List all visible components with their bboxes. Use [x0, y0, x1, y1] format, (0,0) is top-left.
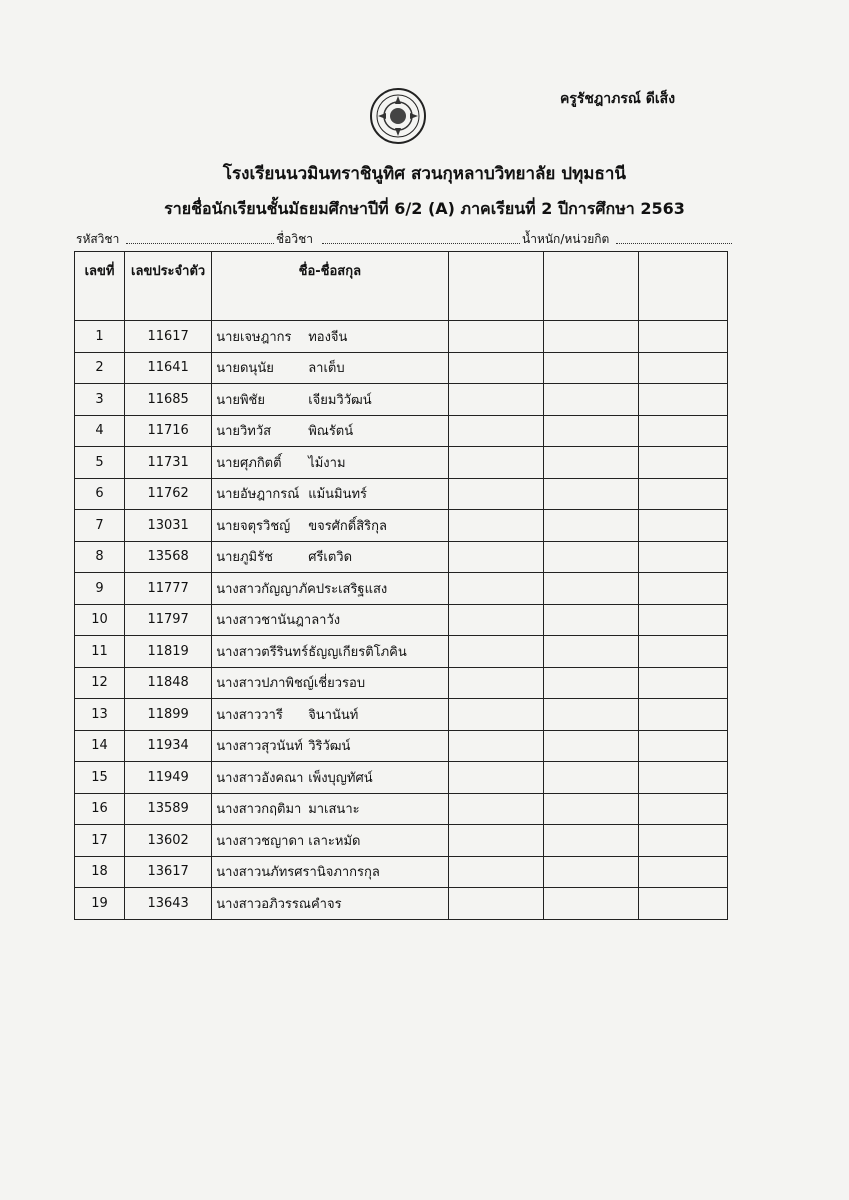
- table-row: [75, 793, 728, 825]
- subject-code-blank: [126, 230, 274, 244]
- row-blank-2: [543, 447, 638, 479]
- row-blank-3: [638, 667, 727, 699]
- row-blank-1: [448, 825, 543, 857]
- row-blank-2: [543, 321, 638, 353]
- header-blank-2: [543, 252, 638, 321]
- row-number: 15: [75, 762, 125, 794]
- row-last-name: ลาวัง: [311, 613, 341, 629]
- table-row: [75, 415, 728, 447]
- student-roster-table: [74, 251, 728, 920]
- row-blank-1: [448, 541, 543, 573]
- row-student-id: 11848: [125, 667, 212, 699]
- row-blank-3: [638, 825, 727, 857]
- row-full-name: [212, 510, 448, 542]
- row-last-name: เชี่ยวรอบ: [313, 676, 366, 692]
- row-student-id: 11797: [125, 604, 212, 636]
- row-student-id: 11777: [125, 573, 212, 605]
- row-blank-2: [543, 604, 638, 636]
- row-blank-3: [638, 447, 727, 479]
- row-blank-3: [638, 573, 727, 605]
- row-blank-2: [543, 636, 638, 668]
- row-first-name: นางสาวอภิวรรณ: [216, 896, 311, 912]
- row-last-name: ไม้งาม: [308, 455, 346, 471]
- row-first-name: นายพิชัย: [216, 392, 266, 408]
- row-full-name: [212, 384, 448, 416]
- row-blank-3: [638, 510, 727, 542]
- row-last-name: มาเสนาะ: [308, 802, 360, 818]
- row-number: 16: [75, 793, 125, 825]
- row-blank-2: [543, 667, 638, 699]
- row-first-name: นายศุภกิตติ์: [216, 455, 282, 471]
- row-last-name: วิริวัฒน์: [308, 739, 351, 755]
- row-blank-2: [543, 352, 638, 384]
- row-full-name: [212, 321, 448, 353]
- row-student-id: 11762: [125, 478, 212, 510]
- school-seal-icon: [368, 86, 428, 146]
- row-blank-3: [638, 604, 727, 636]
- subject-code-label: รหัสวิชา: [76, 232, 120, 246]
- row-full-name: [212, 856, 448, 888]
- table-row: [75, 447, 728, 479]
- credits-blank: [616, 230, 732, 244]
- table-row: [75, 510, 728, 542]
- table-row: [75, 541, 728, 573]
- row-number: 4: [75, 415, 125, 447]
- row-full-name: [212, 825, 448, 857]
- table-row: [75, 352, 728, 384]
- row-blank-3: [638, 415, 727, 447]
- row-last-name: เลาะหมัด: [308, 833, 361, 849]
- row-blank-3: [638, 699, 727, 731]
- row-student-id: 11819: [125, 636, 212, 668]
- row-blank-2: [543, 888, 638, 920]
- school-name: โรงเรียนนวมินทราชินูทิศ สวนกุหลาบวิทยาลัย ปทุมธานี: [222, 164, 627, 184]
- row-first-name: นางสาวตรีรินทร์: [216, 644, 309, 660]
- row-first-name: นางสาวอังคณา: [216, 770, 304, 786]
- row-blank-2: [543, 415, 638, 447]
- row-blank-1: [448, 415, 543, 447]
- row-blank-2: [543, 699, 638, 731]
- row-blank-1: [448, 888, 543, 920]
- row-last-name: แม้นมินทร์: [308, 487, 368, 503]
- table-row: [75, 573, 728, 605]
- row-first-name: นางสาวกฤติมา: [216, 802, 302, 818]
- row-student-id: 11641: [125, 352, 212, 384]
- class-title: รายชื่อนักเรียนชั้นมัธยมศึกษาปีที่ 6/2 (A) ภาคเรียนที่ 2 ปีการศึกษา 2563: [164, 199, 685, 218]
- table-row: [75, 478, 728, 510]
- row-blank-2: [543, 384, 638, 416]
- row-blank-3: [638, 321, 727, 353]
- row-blank-1: [448, 793, 543, 825]
- row-blank-3: [638, 352, 727, 384]
- table-row: [75, 730, 728, 762]
- row-blank-1: [448, 447, 543, 479]
- row-blank-1: [448, 352, 543, 384]
- row-last-name: พิณรัตน์: [308, 424, 354, 440]
- row-number: 17: [75, 825, 125, 857]
- row-number: 11: [75, 636, 125, 668]
- table-row: [75, 321, 728, 353]
- row-blank-1: [448, 604, 543, 636]
- row-blank-1: [448, 667, 543, 699]
- row-first-name: นางสาวสุวนันท์: [216, 739, 303, 755]
- row-first-name: นายอัษฎากรณ์: [216, 487, 300, 503]
- row-blank-1: [448, 856, 543, 888]
- row-number: 5: [75, 447, 125, 479]
- row-student-id: 13589: [125, 793, 212, 825]
- row-last-name: เจียมวิวัฒน์: [308, 392, 372, 408]
- row-blank-2: [543, 478, 638, 510]
- row-last-name: ประเสริฐแสง: [315, 581, 388, 597]
- row-full-name: [212, 478, 448, 510]
- row-first-name: นางสาววารี: [216, 707, 283, 723]
- row-blank-3: [638, 762, 727, 794]
- row-blank-2: [543, 730, 638, 762]
- row-blank-3: [638, 888, 727, 920]
- row-first-name: นางสาวชานันฎา: [216, 613, 312, 629]
- row-blank-1: [448, 321, 543, 353]
- row-blank-3: [638, 541, 727, 573]
- row-number: 12: [75, 667, 125, 699]
- row-first-name: นายจตุรวิชญ์: [216, 518, 291, 534]
- row-student-id: 13568: [125, 541, 212, 573]
- table-row: [75, 856, 728, 888]
- row-number: 6: [75, 478, 125, 510]
- subject-fields: [76, 230, 736, 248]
- row-number: 9: [75, 573, 125, 605]
- table-row: [75, 888, 728, 920]
- row-number: 7: [75, 510, 125, 542]
- row-number: 14: [75, 730, 125, 762]
- row-full-name: [212, 541, 448, 573]
- table-row: [75, 604, 728, 636]
- row-blank-2: [543, 856, 638, 888]
- row-student-id: 11731: [125, 447, 212, 479]
- row-blank-3: [638, 730, 727, 762]
- row-blank-3: [638, 478, 727, 510]
- row-number: 8: [75, 541, 125, 573]
- row-first-name: นายดนุนัย: [216, 361, 274, 377]
- row-blank-3: [638, 856, 727, 888]
- row-full-name: [212, 573, 448, 605]
- row-last-name: นิจภากรกุล: [316, 865, 380, 881]
- table-row: [75, 825, 728, 857]
- row-blank-1: [448, 762, 543, 794]
- table-header-row: [75, 252, 728, 321]
- teacher-name: ครูรัชฎาภรณ์ ดีเส็ง: [560, 91, 676, 107]
- row-student-id: 11716: [125, 415, 212, 447]
- row-student-id: 13602: [125, 825, 212, 857]
- row-full-name: [212, 604, 448, 636]
- row-last-name: คำจร: [310, 896, 342, 912]
- subject-name-blank: [322, 230, 520, 244]
- row-blank-2: [543, 825, 638, 857]
- row-blank-2: [543, 762, 638, 794]
- row-full-name: [212, 667, 448, 699]
- row-blank-2: [543, 573, 638, 605]
- header-full-name: ชื่อ-ชื่อสกุล: [212, 252, 448, 321]
- row-full-name: [212, 447, 448, 479]
- row-number: 18: [75, 856, 125, 888]
- row-last-name: ขจรศักดิ์สิริกุล: [308, 518, 387, 534]
- table-row: [75, 699, 728, 731]
- row-number: 19: [75, 888, 125, 920]
- row-number: 13: [75, 699, 125, 731]
- table-row: [75, 667, 728, 699]
- row-first-name: นางสาวนภัทรศรา: [216, 865, 317, 881]
- row-full-name: [212, 888, 448, 920]
- row-number: 3: [75, 384, 125, 416]
- row-first-name: นายเจษฎากร: [216, 329, 292, 345]
- row-number: 1: [75, 321, 125, 353]
- row-student-id: 11617: [125, 321, 212, 353]
- row-last-name: ธัญญเกียรติโภคิน: [308, 644, 407, 660]
- row-blank-2: [543, 793, 638, 825]
- row-last-name: ทองจีน: [308, 329, 348, 345]
- row-blank-1: [448, 510, 543, 542]
- row-blank-3: [638, 793, 727, 825]
- row-student-id: 13617: [125, 856, 212, 888]
- row-number: 10: [75, 604, 125, 636]
- row-student-id: 11949: [125, 762, 212, 794]
- row-last-name: ลาเต็บ: [308, 361, 345, 377]
- header-blank-1: [448, 252, 543, 321]
- table-row: [75, 762, 728, 794]
- table-row: [75, 384, 728, 416]
- row-student-id: 13031: [125, 510, 212, 542]
- row-full-name: [212, 415, 448, 447]
- row-student-id: 13643: [125, 888, 212, 920]
- header-student-id: เลขประจำตัว: [125, 252, 212, 321]
- table-row: [75, 636, 728, 668]
- row-blank-1: [448, 573, 543, 605]
- row-number: 2: [75, 352, 125, 384]
- row-blank-2: [543, 541, 638, 573]
- row-first-name: นางสาวกัญญาภัค: [216, 581, 316, 597]
- row-full-name: [212, 793, 448, 825]
- row-student-id: 11685: [125, 384, 212, 416]
- row-blank-1: [448, 384, 543, 416]
- row-full-name: [212, 699, 448, 731]
- row-first-name: นางสาวชญาดา: [216, 833, 305, 849]
- row-full-name: [212, 762, 448, 794]
- row-first-name: นายวิทวัส: [216, 424, 272, 440]
- row-full-name: [212, 636, 448, 668]
- header-blank-3: [638, 252, 727, 321]
- row-blank-3: [638, 384, 727, 416]
- row-blank-1: [448, 699, 543, 731]
- subject-name-label: ชื่อวิชา: [276, 232, 313, 246]
- row-blank-1: [448, 636, 543, 668]
- row-first-name: นางสาวปภาพิชญ์: [216, 676, 314, 692]
- row-blank-3: [638, 636, 727, 668]
- row-student-id: 11934: [125, 730, 212, 762]
- row-student-id: 11899: [125, 699, 212, 731]
- row-last-name: ศรีเตวิด: [308, 550, 353, 566]
- row-last-name: เพ็งบุญทัศน์: [308, 770, 373, 786]
- row-blank-1: [448, 730, 543, 762]
- row-full-name: [212, 730, 448, 762]
- header-number: เลขที่: [75, 252, 125, 321]
- row-full-name: [212, 352, 448, 384]
- row-first-name: นายภูมิรัช: [216, 550, 273, 566]
- credits-label: น้ำหนัก/หน่วยกิต: [522, 232, 610, 246]
- row-last-name: จินานันท์: [308, 707, 359, 723]
- row-blank-1: [448, 478, 543, 510]
- row-blank-2: [543, 510, 638, 542]
